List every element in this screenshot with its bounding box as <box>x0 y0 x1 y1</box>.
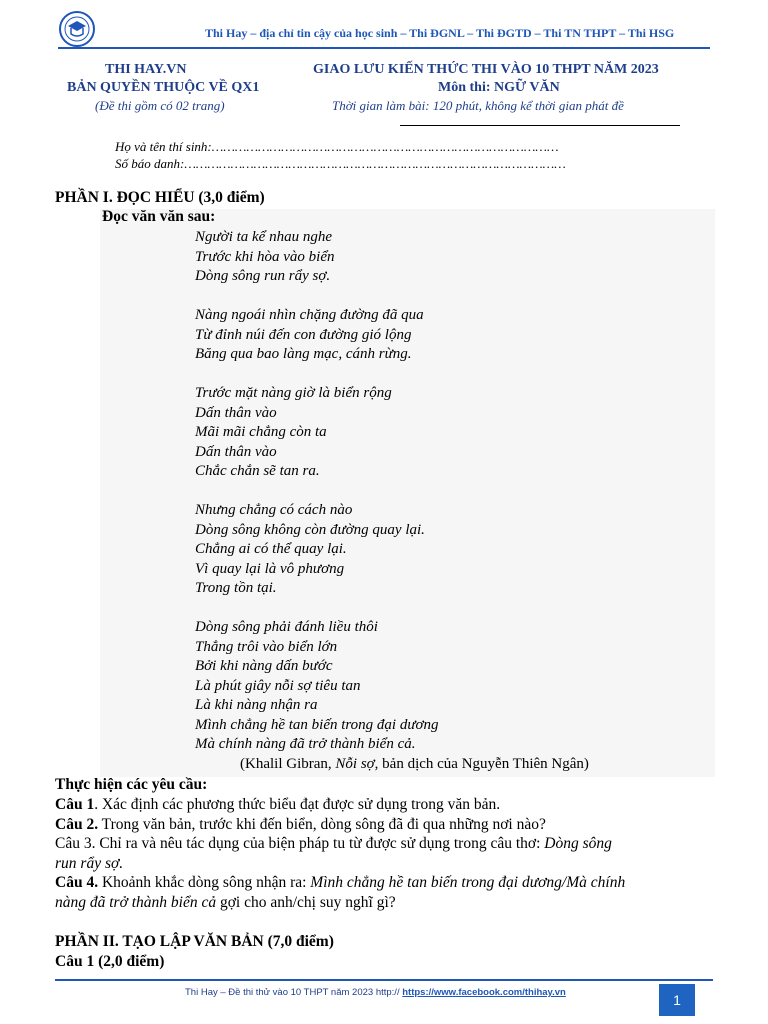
poem-line: Mà chính nàng đã trở thành biển cả. <box>195 736 416 752</box>
exam-duration: Thời gian làm bài: 120 phút, không kể thời gian phát đề <box>332 98 624 113</box>
org-name: THI HAY.VN <box>105 62 187 77</box>
part2-title: PHẦN II. TẠO LẬP VĂN BẢN (7,0 điểm) <box>55 933 334 950</box>
poem-line: Dòng sông run rẩy sợ. <box>195 268 331 284</box>
poem-line: Người ta kể nhau nghe <box>195 229 332 245</box>
candidate-name-field: Họ và tên thí sinh:……………………………………………………………………………… <box>115 139 559 154</box>
footer-link[interactable]: https://www.facebook.com/thihay.vn <box>402 987 566 998</box>
poem-line: Mãi mãi chẳng còn ta <box>195 424 327 440</box>
question-3-cont: run rẩy sợ. <box>55 855 124 872</box>
candidate-id-field: Số báo danh:……………………………………………………………………………………… <box>115 156 566 171</box>
reading-intro: Đọc văn văn sau: <box>102 208 216 225</box>
thihay-logo-icon <box>58 10 96 48</box>
poem-line: Là khi nàng nhận ra <box>195 697 318 713</box>
poem-line: Dấn thân vào <box>195 443 277 460</box>
poem-line: Mình chẳng hề tan biến trong đại dương <box>195 716 439 733</box>
exam-subject: Môn thi: NGỮ VĂN <box>438 80 560 95</box>
question-4-cont: nàng đã trở thành biển cả gợi cho anh/chị suy nghĩ gì? <box>55 894 396 911</box>
exam-title: GIAO LƯU KIẾN THỨC THI VÀO 10 THPT NĂM 2023 <box>313 62 659 77</box>
poem-line: Dòng sông phải đánh liều thôi <box>195 619 378 635</box>
poem-line: Dấn thân vào <box>195 404 277 421</box>
page-count-note: (Đề thi gồm có 02 trang) <box>95 98 225 113</box>
header-underline <box>400 125 680 126</box>
poem-line: Chẳng ai có thể quay lại. <box>195 541 347 557</box>
footer-text: Thi Hay – Đề thi thử vào 10 THPT năm 2023 http:// https://www.facebook.com/thihay.vn <box>185 987 566 998</box>
poem-line: Trước khi hòa vào biển <box>195 248 335 265</box>
poem-line: Là phút giây nỗi sợ tiêu tan <box>195 677 361 694</box>
poem <box>195 228 439 755</box>
footer-divider <box>55 979 713 981</box>
poem-line: Nàng ngoái nhìn chặng đường đã qua <box>195 307 424 323</box>
poem-line: Chắc chắn sẽ tan ra. <box>195 463 320 479</box>
question-4: Câu 4. Khoảnh khắc dòng sông nhận ra: Mình chẳng hề tan biến trong đại dương/Mà chính <box>55 874 626 891</box>
poem-line: Từ đỉnh núi đến con đường gió lộng <box>195 326 412 343</box>
poem-line: Trong tồn tại. <box>195 580 277 596</box>
poem-line: Dòng sông không còn đường quay lại. <box>195 521 425 538</box>
part2-question-1: Câu 1 (2,0 điểm) <box>55 953 165 970</box>
question-3: Câu 3. Chỉ ra và nêu tác dụng của biện pháp tu từ được sử dụng trong câu thơ: Dòng sông <box>55 835 612 852</box>
question-1: Câu 1. Xác định các phương thức biểu đạt được sử dụng trong văn bản. <box>55 796 501 813</box>
poem-line: Băng qua bao làng mạc, cánh rừng. <box>195 346 412 362</box>
header-divider <box>58 47 710 49</box>
part1-title: PHẦN I. ĐỌC HIỂU (3,0 điểm) <box>55 189 265 206</box>
poem-credit: (Khalil Gibran, Nỗi sợ, bản dịch của Nguyễn Thiên Ngân) <box>240 756 589 772</box>
poem-line: Thẳng trôi vào biển lớn <box>195 638 338 655</box>
question-2: Câu 2. Trong văn bản, trước khi đến biển, dòng sông đã đi qua những nơi nào? <box>55 816 546 833</box>
requirements-heading: Thực hiện các yêu cầu: <box>55 776 208 793</box>
page-number: 1 <box>659 984 695 1016</box>
copyright-line: BẢN QUYỀN THUỘC VỀ QX1 <box>67 80 260 95</box>
poem-line: Bởi khi nàng dấn bước <box>195 658 333 674</box>
poem-line: Vì quay lại là vô phương <box>195 560 345 577</box>
top-tagline: Thi Hay – địa chỉ tin cậy của học sinh – Thi ĐGNL – Thi ĐGTD – Thi TN THPT – Thi HSG <box>205 26 675 40</box>
poem-line: Trước mặt nàng giờ là biển rộng <box>195 385 392 401</box>
poem-line: Nhưng chẳng có cách nào <box>195 502 353 518</box>
